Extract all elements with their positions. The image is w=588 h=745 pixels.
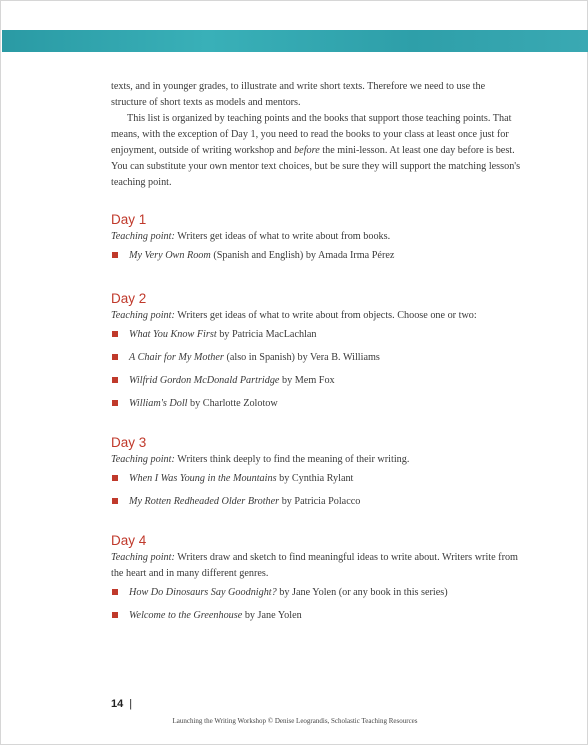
page-number: 14 |: [111, 698, 133, 710]
days-list: [111, 211, 523, 624]
teaching-point: Teaching point: Writers think deeply to find the meaning of their writing.: [111, 454, 410, 465]
day-title: Day 1: [111, 212, 147, 227]
page-separator: |: [129, 698, 133, 710]
book-item: William's Doll by Charlotte Zolotow: [111, 396, 523, 412]
day-section: [111, 290, 523, 412]
square-bullet-icon: [112, 400, 118, 406]
book-item: Welcome to the Greenhouse by Jane Yolen: [111, 608, 523, 624]
teaching-point: Teaching point: Writers get ideas of what to write about from objects. Choose one or two:: [111, 310, 477, 321]
day-section: [111, 434, 523, 510]
square-bullet-icon: [112, 377, 118, 383]
intro-paragraph-2: This list is organized by teaching points and the books that support those teaching points. That means, with the exception of Day 1, you need to read the books to your class at least once just for enjoyment, outside of writing workshop and before the mini-lesson. At least one day before is best. You can substitute your own mentor text choices, but be sure they will support the matching lesson's teaching point.: [111, 113, 521, 188]
teaching-point: Teaching point: Writers get ideas of what to write about from books.: [111, 231, 391, 242]
book-item: When I Was Young in the Mountains by Cynthia Rylant: [111, 471, 523, 487]
main-content: [111, 79, 523, 631]
day-title: Day 3: [111, 435, 147, 450]
header-banner: [2, 30, 588, 52]
square-bullet-icon: [112, 498, 118, 504]
book-item: Wilfrid Gordon McDonald Partridge by Mem Fox: [111, 373, 523, 389]
day-section: [111, 211, 523, 264]
book-item: A Chair for My Mother (also in Spanish) by Vera B. Williams: [111, 350, 523, 366]
book-item: What You Know First by Patricia MacLachlan: [111, 327, 523, 343]
square-bullet-icon: [112, 331, 118, 337]
intro-section: [111, 79, 523, 191]
square-bullet-icon: [112, 475, 118, 481]
book-list: [111, 585, 523, 624]
teaching-point: Teaching point: Writers draw and sketch to find meaningful ideas to write about. Writers write from the heart and in many different genres.: [111, 552, 518, 579]
day-title: Day 4: [111, 533, 147, 548]
day-title: Day 2: [111, 291, 147, 306]
book-item: My Very Own Room (Spanish and English) by Amada Irma Pérez: [111, 248, 523, 264]
book-list: [111, 471, 523, 510]
book-list: [111, 327, 523, 412]
book-item: How Do Dinosaurs Say Goodnight? by Jane Yolen (or any book in this series): [111, 585, 523, 601]
square-bullet-icon: [112, 589, 118, 595]
book-item: My Rotten Redheaded Older Brother by Patricia Polacco: [111, 494, 523, 510]
book-list: [111, 248, 523, 264]
square-bullet-icon: [112, 252, 118, 258]
intro-paragraph-1: texts, and in younger grades, to illustrate and write short texts. Therefore we need to use the structure of short texts as models and mentors.: [111, 81, 486, 108]
square-bullet-icon: [112, 354, 118, 360]
square-bullet-icon: [112, 612, 118, 618]
day-section: [111, 532, 523, 624]
footer-credit: Launching the Writing Workshop © Denise Leograndis, Scholastic Teaching Resources: [172, 717, 418, 725]
